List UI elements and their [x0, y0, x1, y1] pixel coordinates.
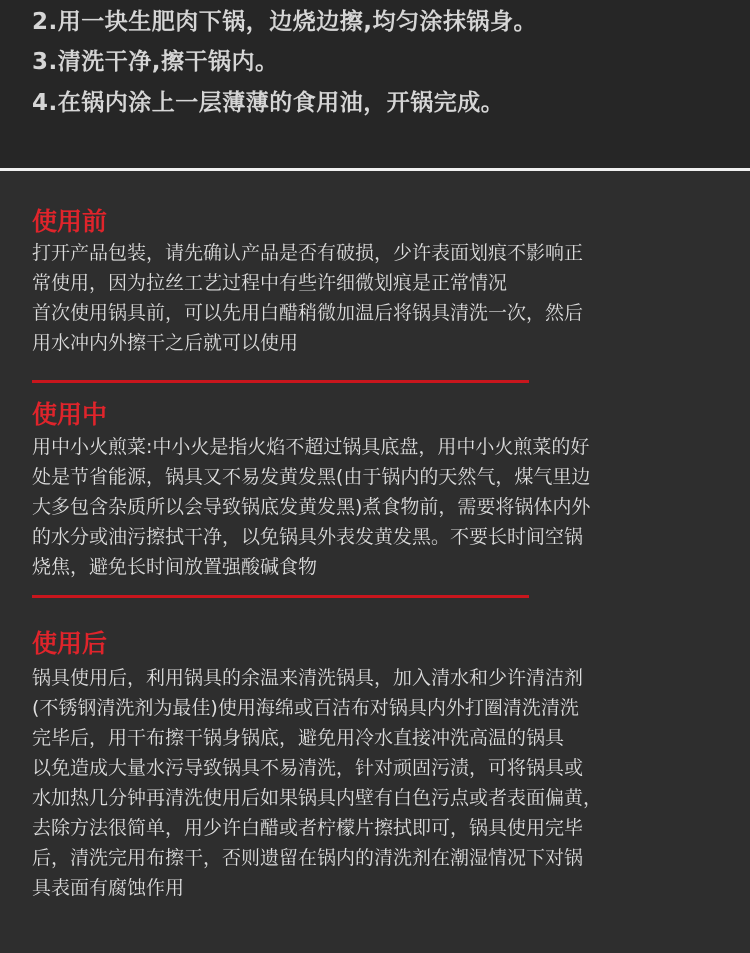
text-line: 用中小火煎菜:中小火是指火焰不超过锅具底盘，用中小火煎菜的好	[32, 436, 590, 458]
text-line: 锅具使用后，利用锅具的余温来清洗锅具，加入清水和少许清洁剂	[32, 667, 584, 689]
section-title-before-use: 使用前	[32, 207, 108, 236]
red-divider	[32, 595, 529, 598]
text-line: 完毕后，用干布擦干锅身锅底，避免用冷水直接冲洗高温的锅具	[32, 727, 565, 749]
red-divider	[32, 380, 529, 383]
section-title-during-use: 使用中	[32, 400, 108, 429]
step-2: 2.用一块生肥肉下锅，边烧边擦,均匀涂抹锅身。	[32, 9, 537, 35]
step-3: 3.清洗干净,擦干锅内。	[32, 49, 279, 75]
step-4: 4.在锅内涂上一层薄薄的食用油，开锅完成。	[32, 90, 505, 116]
text-line: 去除方法很简单，用少许白醋或者柠檬片擦拭即可，锅具使用完毕	[32, 817, 584, 839]
text-line: (不锈钢清洗剂为最佳)使用海绵或百洁布对锅具内外打圈清洗清洗	[32, 697, 579, 719]
text-line: 后，清洗完用布擦干，否则遗留在锅内的清洗剂在潮湿情况下对锅	[32, 847, 584, 869]
after-use-text	[32, 663, 602, 903]
section-divider	[0, 168, 750, 171]
text-line: 打开产品包装，请先确认产品是否有破损，少许表面划痕不影响正	[32, 242, 584, 264]
text-line: 烧焦，避免长时间放置强酸碱食物	[32, 556, 318, 578]
before-use-text	[32, 238, 583, 358]
section-title-after-use: 使用后	[32, 629, 108, 658]
steps-panel	[0, 0, 750, 168]
text-line: 的水分或油污擦拭干净，以免锅具外表发黄发黑。不要长时间空锅	[32, 526, 584, 548]
text-line: 用水冲内外擦干之后就可以使用	[32, 332, 299, 354]
text-line: 大多包含杂质所以会导致锅底发黄发黑)煮食物前，需要将锅体内外	[32, 496, 591, 518]
during-use-text	[32, 432, 590, 582]
text-line: 首次使用锅具前，可以先用白醋稍微加温后将锅具清洗一次，然后	[32, 302, 584, 324]
text-line: 具表面有腐蚀作用	[32, 877, 185, 899]
text-line: 处是节省能源，锅具又不易发黄发黑(由于锅内的天然气，煤气里边	[32, 466, 591, 488]
text-line: 常使用，因为拉丝工艺过程中有些许细微划痕是正常情况	[32, 272, 508, 294]
text-line: 以免造成大量水污导致锅具不易清洗，针对顽固污渍，可将锅具或	[32, 757, 584, 779]
text-line: 水加热几分钟再清洗使用后如果锅具内壁有白色污点或者表面偏黄，	[32, 787, 603, 809]
